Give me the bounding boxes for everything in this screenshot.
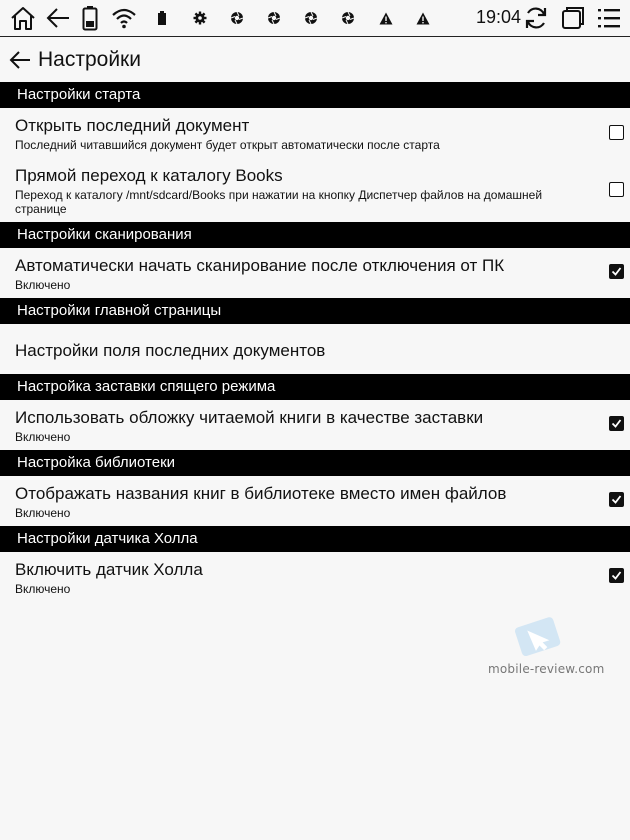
- status-bar: [0, 0, 630, 36]
- aperture-icon: [265, 4, 283, 32]
- setting-title: Автоматически начать сканирование после отключения от ПК: [15, 256, 505, 275]
- setting-title: Отображать названия книг в библиотеке вместо имен файлов: [15, 484, 507, 503]
- setting-recent-documents-field[interactable]: [0, 324, 630, 374]
- status-bar-divider: [0, 36, 630, 37]
- checkbox-hall-sensor[interactable]: [609, 568, 624, 583]
- home-icon[interactable]: [8, 4, 38, 32]
- sync-icon[interactable]: [522, 4, 550, 32]
- setting-status: Включено: [15, 582, 71, 596]
- checkbox-auto-scan[interactable]: [609, 264, 624, 279]
- setting-auto-scan[interactable]: [0, 248, 630, 298]
- watermark-text: mobile-review.com: [488, 662, 605, 676]
- aperture-icon: [339, 4, 357, 32]
- gear-icon: [191, 4, 209, 32]
- window-icon[interactable]: [559, 4, 587, 32]
- back-arrow-icon[interactable]: [44, 4, 72, 32]
- setting-status: Включено: [15, 506, 71, 520]
- battery-icon: [80, 4, 100, 32]
- section-header-start: Настройки старта: [0, 82, 630, 108]
- watermark: [488, 612, 605, 682]
- setting-cover-screensaver[interactable]: [0, 400, 630, 450]
- section-header-library: Настройка библиотеки: [0, 450, 630, 476]
- back-button[interactable]: [8, 48, 32, 72]
- setting-books-catalog[interactable]: [0, 160, 630, 220]
- setting-hall-sensor[interactable]: [0, 552, 630, 602]
- setting-title: Настройки поля последних документов: [15, 341, 326, 360]
- setting-open-last-document[interactable]: [0, 108, 630, 160]
- setting-subtitle: Последний читавшийся документ будет открыт автоматически после старта: [15, 138, 440, 152]
- menu-icon[interactable]: [596, 4, 622, 32]
- status-clock: 19:04: [476, 7, 522, 27]
- wifi-icon: [110, 4, 138, 32]
- setting-subtitle: Переход к каталогу /mnt/sdcard/Books при нажатии на кнопку Диспетчер файлов на домашней странице: [15, 188, 543, 216]
- title-bar: [0, 40, 630, 82]
- setting-book-titles[interactable]: [0, 476, 630, 526]
- watermark-logo-icon: [488, 612, 598, 662]
- checkbox-open-last-document[interactable]: [609, 125, 624, 140]
- setting-status: Включено: [15, 430, 71, 444]
- section-header-hall: Настройки датчика Холла: [0, 526, 630, 552]
- setting-title: Прямой переход к каталогу Books: [15, 166, 283, 185]
- warning-icon: [414, 4, 432, 32]
- setting-status: Включено: [15, 278, 71, 292]
- checkbox-book-titles[interactable]: [609, 492, 624, 507]
- checkbox-books-catalog[interactable]: [609, 182, 624, 197]
- section-header-home: Настройки главной страницы: [0, 298, 630, 324]
- setting-title: Использовать обложку читаемой книги в качестве заставки: [15, 408, 484, 427]
- setting-title: Включить датчик Холла: [15, 560, 203, 579]
- checkbox-cover-screensaver[interactable]: [609, 416, 624, 431]
- page-title: Настройки: [38, 48, 141, 71]
- setting-title: Открыть последний документ: [15, 116, 250, 135]
- aperture-icon: [302, 4, 320, 32]
- warning-icon: [377, 4, 395, 32]
- aperture-icon: [228, 4, 246, 32]
- section-header-scan: Настройки сканирования: [0, 222, 630, 248]
- battery-small-icon: [154, 4, 170, 32]
- section-header-sleep: Настройка заставки спящего режима: [0, 374, 630, 400]
